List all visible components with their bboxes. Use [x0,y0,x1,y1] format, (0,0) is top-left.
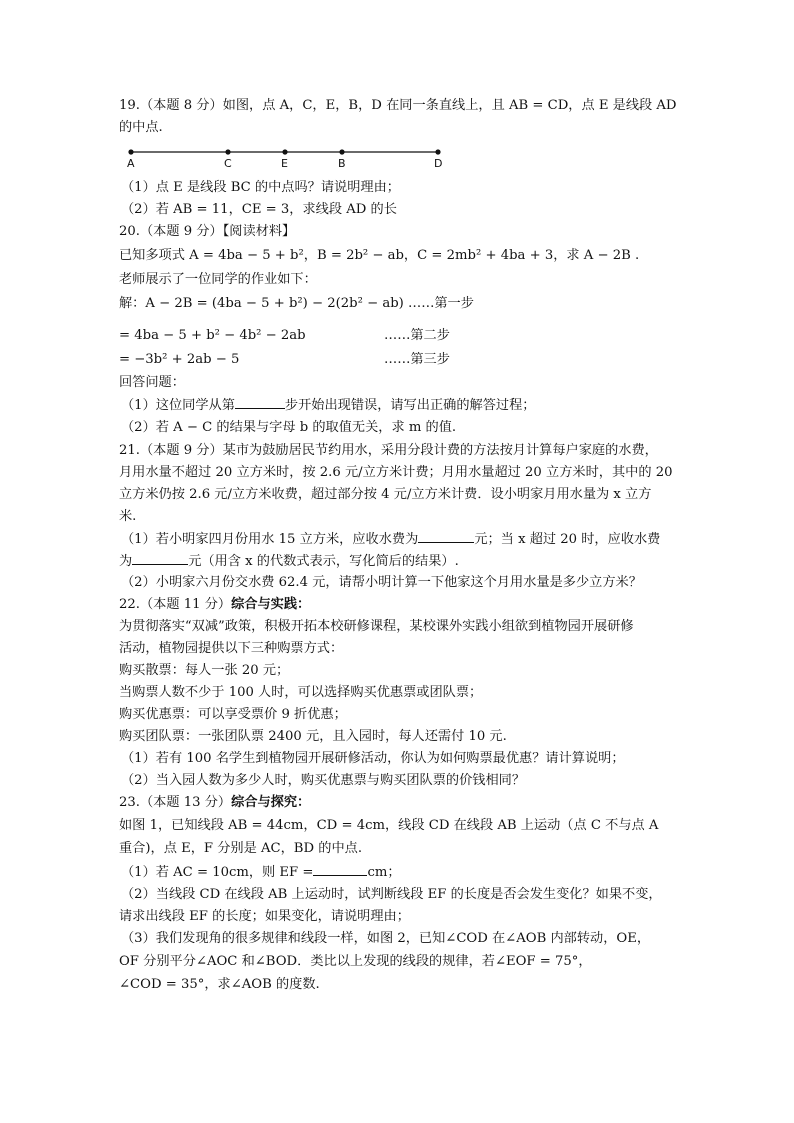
q21-stem-line1: 21.（本题 9 分）某市为鼓励居民节约用水，采用分段计费的方法按月计算每户家庭的水费， [119,443,658,458]
q23-stem-line2: 重合)，点 E，F 分别是 AC，BD 的中点. [119,841,363,856]
q23-sub1-text-b: cm； [367,865,401,880]
q22-option2: 当购票人数不少于 100 人时，可以选择购买优惠票或团队票； [119,685,483,700]
q20-stem-line1: 已知多项式 A = 4ba − 5 + b²，B = 2b² − ab，C = 2mb² + 4ba + 3，求 A − 2B . [119,248,640,263]
q21-stem-line2: 月用水量不超过 20 立方米时，按 2.6 元/立方米计费；月用水量超过 20 立方米时，其中的 20 [119,465,673,480]
q20-solution-line1: 解：A − 2B = (4ba − 5 + b²) − 2(2b² − ab) [119,296,404,311]
q19-stem-line2: 的中点. [119,120,163,135]
q21-sub1-blank1[interactable] [418,528,474,543]
q21-sub1-text-b: 元；当 x 超过 20 时，应收水费 [474,532,661,547]
q23-sub1-blank[interactable] [313,861,367,876]
q20-sub1-blank[interactable] [235,394,285,409]
q19-sub1: （1）点 E 是线段 BC 的中点吗？请说明理由； [121,180,400,195]
q20-header: 20.（本题 9 分）【阅读材料】 [119,224,296,239]
q23-sub3-line3: ∠COD = 35°，求∠AOB 的度数. [119,977,320,992]
q21-sub1-text-d: 元（用含 x 的代数式表示，写化简后的结果）. [188,554,459,569]
q22-option3: 购买优惠票：可以享受票价 9 折优惠； [119,707,347,722]
q20-step2-label: ……第二步 [384,328,450,343]
q21-sub1-blank2[interactable] [132,550,188,565]
q20-sub1 [121,394,535,416]
point-label-c: C [224,157,232,170]
q22-sub2: （2）当入园人数为多少人时，购买优惠票与购买团队票的价钱相同？ [121,773,526,788]
q20-step1-label: ……第一步 [408,296,474,311]
point-label-b: B [338,157,346,170]
q22-option1: 购买散票：每人一张 20 元； [119,663,290,678]
q23-sub1 [121,861,401,883]
q23-sub3-line1: （3）我们发现角的很多规律和线段一样，如图 2，已知∠COD 在∠AOB 内部转动，OE， [121,931,651,946]
q22-stem-line2: 活动，植物园提供以下三种购票方式： [119,641,344,656]
point-label-e: E [281,157,288,170]
q21-sub1-line2 [119,550,459,572]
q20-sub1-text-a: （1）这位同学从第 [121,398,235,413]
q22-sub1: （1）若有 100 名学生到植物园开展研修活动，你认为如何购票最优惠？请计算说明； [121,751,625,766]
q20-step3-label: ……第三步 [384,352,450,367]
q20-solution-line2: = 4ba − 5 + b² − 4b² − 2ab [119,328,306,343]
q20-solution-line3: = −3b² + 2ab − 5 [119,352,240,367]
q23-header-number: 23.（本题 13 分） [119,795,232,810]
q19-sub2: （2）若 AB = 11，CE = 3，求线段 AD 的长 [121,202,397,217]
q23-header [119,792,310,814]
q21-sub1-line1 [121,528,660,550]
point-a-dot [128,149,133,154]
q20-sub1-text-b: 步开始出现错误，请写出正确的解答过程； [284,398,536,413]
point-e-dot [282,149,287,154]
point-c-dot [225,149,230,154]
point-label-d: D [434,157,443,170]
q21-sub1-text-a: （1）若小明家四月份用水 15 立方米，应收水费为 [121,532,419,547]
q20-answer-prompt: 回答问题： [119,375,185,390]
q23-sub1-text-a: （1）若 AC = 10cm，则 EF = [121,865,314,880]
q21-stem-line4: 米. [119,509,137,524]
q23-sub2-line2: 请求出线段 EF 的长度；如果变化，请说明理由； [119,909,410,924]
q23-stem-line1: 如图 1，已知线段 AB = 44cm，CD = 4cm，线段 CD 在线段 AB 上运动（点 C 不与点 A [119,818,659,833]
q23-header-title: 综合与探究： [231,795,311,810]
q22-header [119,594,310,616]
q20-sub2: （2）若 A − C 的结果与字母 b 的取值无关，求 m 的值. [121,420,457,435]
q19-segment-figure [125,144,455,174]
point-b-dot [339,149,344,154]
q21-sub2: （2）小明家六月份交水费 62.4 元，请帮小明计算一下他家这个月用水量是多少立方米？ [121,575,642,590]
q23-sub3-line2: OF 分别平分∠AOC 和∠BOD．类比以上发现的线段的规律，若∠EOF = 75°， [119,954,592,969]
q21-sub1-text-c: 为 [119,554,133,569]
point-d-dot [435,149,440,154]
q23-sub2-line1: （2）当线段 CD 在线段 AB 上运动时，试判断线段 EF 的长度是否会发生变化？如果不变， [121,887,662,902]
q21-stem-line3: 立方米仍按 2.6 元/立方米收费，超过部分按 4 元/立方米计费．设小明家月用水量为 x 立方 [119,487,652,502]
q22-option4: 购买团队票：一张团队票 2400 元，且入园时，每人还需付 10 元. [119,729,507,744]
q22-stem-line1: 为贯彻落实“双减”政策，积极开拓本校研修课程，某校课外实践小组欲到植物园开展研修 [119,619,634,634]
q20-stem-line2: 老师展示了一位同学的作业如下： [119,272,317,287]
q22-header-number: 22.（本题 11 分） [119,597,232,612]
q22-header-title: 综合与实践： [231,597,311,612]
q19-stem-line1: 19.（本题 8 分）如图，点 A，C，E，B，D 在同一条直线上，且 AB = CD，点 E 是线段 AD [119,98,677,113]
point-label-a: A [127,157,135,170]
